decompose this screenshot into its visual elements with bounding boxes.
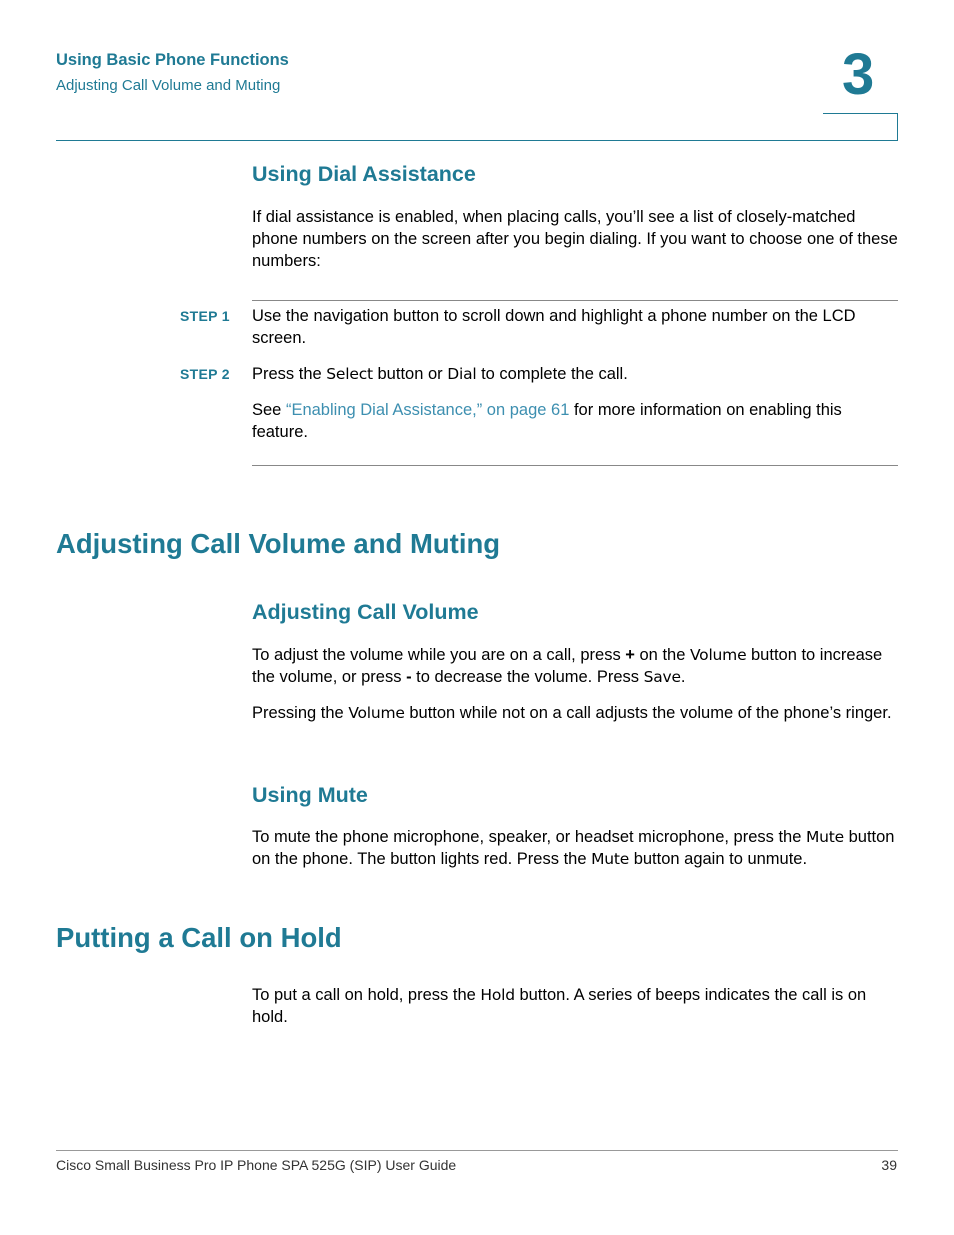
- dial-button-ref: Dial: [447, 365, 477, 383]
- adjusting-volume-heading: Adjusting Call Volume: [252, 600, 479, 624]
- page-number: 39: [881, 1157, 897, 1173]
- see-post: for more information on enabling this feature.: [252, 401, 842, 441]
- mute-paragraph: [252, 826, 900, 870]
- text-span: To mute the phone microphone, speaker, or headset microphone, press the: [252, 828, 806, 846]
- text-span: Pressing the: [252, 704, 349, 722]
- text-span: button. A series of beeps indicates the call is on hold.: [252, 986, 867, 1026]
- see-pre: See: [252, 401, 286, 419]
- step-2-text: [252, 363, 900, 385]
- mute-button-ref: Mute: [591, 850, 630, 868]
- text-span: .: [680, 668, 686, 686]
- text-span: button on the phone. The button lights red. Press the: [252, 828, 895, 868]
- steps-top-rule: [252, 300, 898, 301]
- see-also-note: [252, 399, 900, 443]
- text-span: button to increase the volume, or press: [252, 646, 883, 686]
- steps-bottom-rule: [252, 465, 898, 466]
- dial-assistance-heading: Using Dial Assistance: [252, 162, 476, 186]
- chapter-tab-frame: [823, 113, 898, 140]
- step-2-label: STEP 2: [180, 366, 230, 382]
- step-1-label: STEP 1: [180, 308, 230, 324]
- step-2-pre: Press the: [252, 365, 327, 383]
- step-2-post: to complete the call.: [476, 365, 628, 383]
- call-hold-heading: Putting a Call on Hold: [56, 922, 342, 953]
- using-mute-heading: Using Mute: [252, 783, 368, 807]
- chapter-number: 3: [842, 42, 875, 107]
- step-2-mid: button or: [372, 365, 448, 383]
- header-divider: [56, 140, 898, 141]
- step-1-text: Use the navigation button to scroll down and highlight a phone number on the LCD screen.: [252, 307, 856, 347]
- text-span: To adjust the volume while you are on a call, press: [252, 646, 626, 664]
- footer-guide-title: Cisco Small Business Pro IP Phone SPA 525G (SIP) User Guide: [56, 1157, 457, 1173]
- text-span: To put a call on hold, press the: [252, 986, 481, 1004]
- running-section-title: Adjusting Call Volume and Muting: [56, 77, 281, 94]
- footer-divider: [56, 1150, 898, 1151]
- text-span: to decrease the volume. Press: [411, 668, 644, 686]
- text-span: button again to unmute.: [629, 850, 808, 868]
- text-span: on the: [634, 646, 690, 664]
- volume-button-ref: Volume: [689, 646, 747, 664]
- volume-muting-heading: Adjusting Call Volume and Muting: [56, 528, 501, 559]
- select-button-ref: Select: [326, 365, 373, 383]
- enabling-dial-assistance-link[interactable]: “Enabling Dial Assistance,” on page 61: [285, 401, 570, 419]
- running-chapter-title: Using Basic Phone Functions: [56, 51, 289, 69]
- text-span: button while not on a call adjusts the volume of the phone’s ringer.: [404, 704, 892, 722]
- hold-button-ref: Hold: [480, 986, 515, 1004]
- minus-key: -: [406, 668, 412, 686]
- volume-paragraph-1: [252, 644, 900, 688]
- save-button-ref: Save: [643, 668, 681, 686]
- plus-key: +: [625, 646, 635, 664]
- mute-button-ref: Mute: [806, 828, 845, 846]
- hold-paragraph: [252, 984, 900, 1028]
- volume-button-ref: Volume: [348, 704, 405, 722]
- volume-paragraph-2: [252, 702, 900, 724]
- dial-assistance-intro: If dial assistance is enabled, when placing calls, you’ll see a list of closely-matched phone numbers on the screen after you begin dialing. If you want to choose one of these numbers:: [252, 208, 898, 270]
